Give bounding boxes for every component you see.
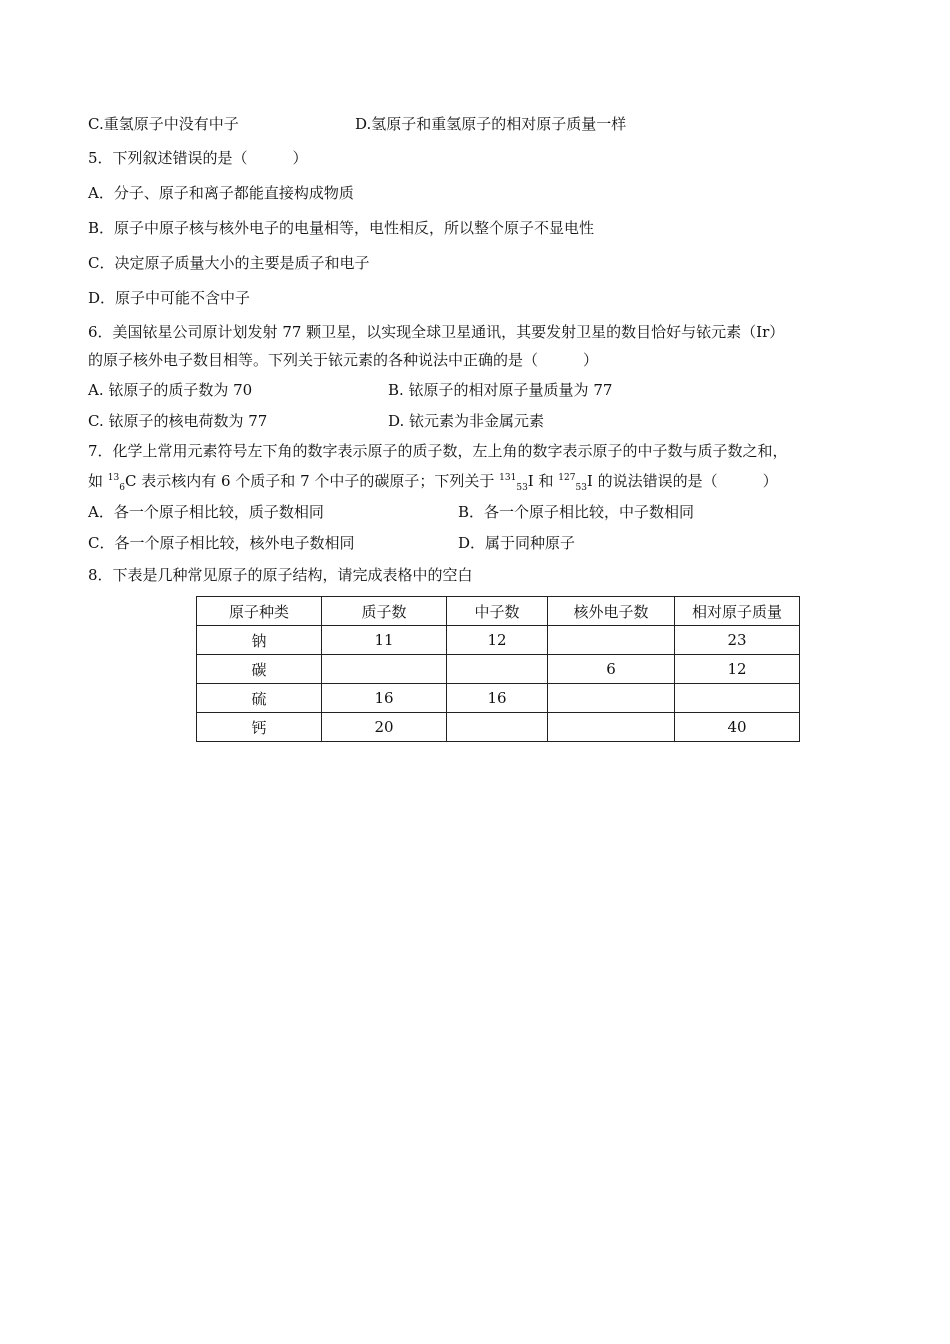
- q5-option-c: C．决定原子质量大小的主要是质子和电子: [88, 254, 370, 272]
- carbon-symbol: C: [124, 472, 137, 490]
- table-cell: 11: [322, 626, 447, 655]
- table-row: [197, 713, 800, 742]
- q5-option-a: A．分子、原子和离子都能直接构成物质: [88, 184, 354, 202]
- q6-option-d: D. 铱元素为非金属元素: [388, 412, 545, 430]
- header-atom-type: 原子种类: [197, 597, 322, 626]
- q7-prefix: 如: [88, 472, 108, 490]
- table-cell-blank[interactable]: [675, 684, 800, 713]
- iodine131-mass-number: 131: [499, 473, 517, 483]
- iodine127-symbol: I: [586, 472, 593, 490]
- table-cell-blank[interactable]: [447, 713, 548, 742]
- table-cell: 16: [322, 684, 447, 713]
- table-cell-blank[interactable]: [548, 684, 675, 713]
- q7-middle: 表示核内有 6 个质子和 7 个中子的碳原子；下列关于: [136, 472, 500, 490]
- q8-stem: 8．下表是几种常见原子的原子结构，请完成表格中的空白: [88, 566, 473, 584]
- table-cell: 20: [322, 713, 447, 742]
- iodine127-mass-number: 127: [558, 473, 576, 483]
- q6-option-b: B. 铱原子的相对原子量质量为 77: [388, 381, 613, 399]
- q4-option-d: D.氢原子和重氢原子的相对原子质量一样: [355, 115, 627, 133]
- header-relative-mass: 相对原子质量: [675, 597, 800, 626]
- atom-structure-table: [196, 596, 800, 742]
- table-cell: 16: [447, 684, 548, 713]
- header-neutrons: 中子数: [447, 597, 548, 626]
- q7-option-d: D．属于同种原子: [458, 534, 576, 552]
- table-row: [197, 684, 800, 713]
- table-cell-blank[interactable]: [447, 655, 548, 684]
- q7-and: 和: [533, 472, 559, 490]
- q7-stem-line1: 7．化学上常用元素符号左下角的数字表示原子的质子数，左上角的数字表示原子的中子数与质子数之和，: [88, 442, 788, 460]
- q6-stem-line2: 的原子核外电子数目相等。下列关于铱元素的各种说法中正确的是（ ）: [88, 351, 599, 369]
- header-protons: 质子数: [322, 597, 447, 626]
- table-cell: 23: [675, 626, 800, 655]
- table-cell: 钙: [197, 713, 322, 742]
- iodine131-atomic-number: 53: [516, 483, 528, 493]
- table-cell-blank[interactable]: [322, 655, 447, 684]
- table-row: [197, 655, 800, 684]
- q6-stem-line1: 6．美国铱星公司原计划发射 77 颗卫星，以实现全球卫星通讯，其要发射卫星的数目恰好与铱元素（Ir）: [88, 323, 785, 341]
- header-electrons: 核外电子数: [548, 597, 675, 626]
- iodine127-atomic-number: 53: [575, 483, 587, 493]
- q4-option-c: C.重氢原子中没有中子: [88, 115, 239, 133]
- q7-option-b: B．各一个原子相比较，中子数相同: [458, 503, 695, 521]
- table-cell: 钠: [197, 626, 322, 655]
- table-row: [197, 626, 800, 655]
- q5-option-d: D．原子中可能不含中子: [88, 289, 251, 307]
- table-cell: 40: [675, 713, 800, 742]
- q5-option-b: B．原子中原子核与核外电子的电量相等，电性相反，所以整个原子不显电性: [88, 219, 595, 237]
- table-cell: 碳: [197, 655, 322, 684]
- q7-option-c: C．各一个原子相比较，核外电子数相同: [88, 534, 355, 552]
- iodine131-symbol: I: [527, 472, 534, 490]
- table-cell-blank[interactable]: [548, 626, 675, 655]
- table-cell: 12: [675, 655, 800, 684]
- table-cell: 12: [447, 626, 548, 655]
- q7-option-a: A．各一个原子相比较，质子数相同: [88, 503, 324, 521]
- table-cell: 6: [548, 655, 675, 684]
- q5-stem: 5．下列叙述错误的是（ ）: [88, 149, 308, 167]
- q7-ending: 的说法错误的是（ ）: [592, 472, 778, 490]
- table-header-row: [197, 597, 800, 626]
- table-cell-blank[interactable]: [548, 713, 675, 742]
- q7-stem-line2: [88, 471, 778, 491]
- q6-option-a: A. 铱原子的质子数为 70: [88, 381, 253, 399]
- table-cell: 硫: [197, 684, 322, 713]
- carbon-mass-number: 13: [107, 473, 120, 483]
- carbon-atomic-number: 6: [119, 483, 125, 493]
- q6-option-c: C. 铱原子的核电荷数为 77: [88, 412, 268, 430]
